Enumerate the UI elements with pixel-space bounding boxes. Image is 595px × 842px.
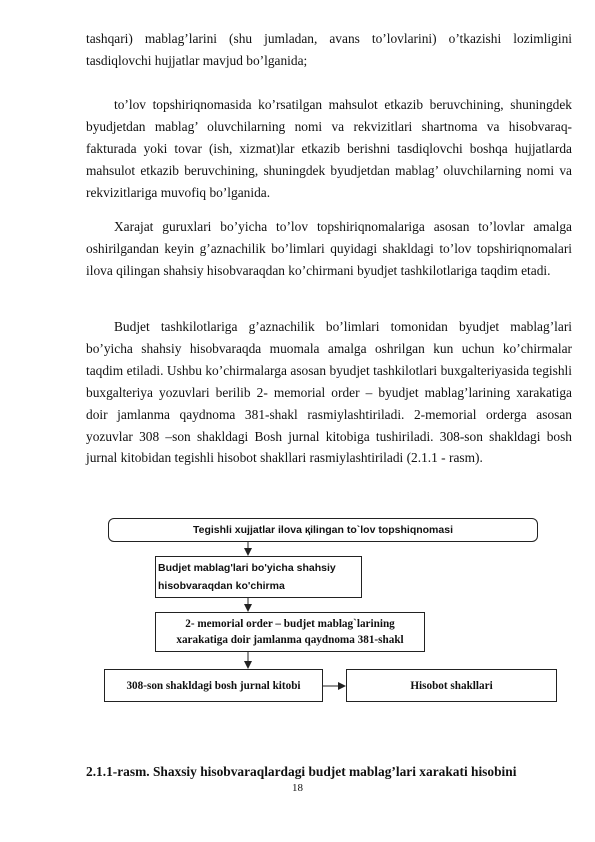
- diagram-statement-line2: hisobvaraqdan ko'chirma: [158, 580, 285, 592]
- diagram-memorial-line1: 2- memorial order – budjet mablag`larining: [185, 618, 395, 630]
- paragraph-3: Xarajat guruxlari bo’yicha to’lov topshiriqnomalariga asosan to’lovlar amalga oshirilgandan keyin g’aznachilik bo’limlari quyidagi shakldagi to’lov topshiriqnomalari ilova qilingan shahsiy hisobvaraqdan ko’chirmani byudjet tashkilotlariga taqdim etadi.: [86, 219, 572, 278]
- diagram-top-box-label: Tegishli xujjatlar ilova қilingan to`lov topshiqnomasi: [192, 524, 453, 536]
- paragraph-1: tashqari) mablag’larini (shu jumladan, avans to’lovlarini) o’tkazishi lozimligini tasdiqlovchi hujjatlar mavjud bo’lganida;: [86, 31, 572, 68]
- diagram-journal-label: 308-son shakldagi bosh jurnal kitobi: [126, 679, 301, 692]
- diagram-report-label: Hisobot shakllari: [410, 679, 493, 692]
- diagram-statement-line1: Budjet mablag'lari bo'yicha shahsiy: [158, 562, 336, 574]
- figure-caption: 2.1.1-rasm. Shaxsiy hisobvaraqlardagi budjet mablag’lari xarakati hisobini: [86, 764, 517, 779]
- paragraph-4: Budjet tashkilotlariga g’aznachilik bo’limlari tomonidan byudjet mablag’lari bo’yicha shahsiy hisobvaraqda muomala amalga oshrilgan kun uchun ko’chirmalar taqdim etiladi. Ushbu ko’chirmalarga asosan byudjet tashkilotlari buxgalteriyasida tegishli buxgalteriya yozuvlari berilib 2- memorial order – byudjet mablag’larining xarakatiga doir jamlanma qaydnoma 381-shakl rasmiylashtiriladi. 2-memorial orderga asosan yozuvlar 308 –son shakldagi Bosh jurnal kitobiga tushiriladi. 308-son shakldagi bosh jurnal kitobidan tegishli hisobot shakllari rasmiylashtiriladi (2.1.1 - rasm).: [86, 319, 572, 466]
- diagram-memorial-line2: xarakatiga doir jamlanma qaydnoma 381-shakl: [176, 634, 404, 646]
- page-number: 18: [292, 782, 303, 794]
- paragraph-2: to’lov topshiriqnomasida ko’rsatilgan mahsulot etkazib beruvchining, shuningdek byudjetdan mablag’ oluvchilarning nomi va rekvizitlari shartnoma va hisobvaraq-fakturada yoki tovar (ish, xizmat)lar etkazib berishni tasdiqlovchi boshqa hujjatlarda mahsulot etkazib beruvchining, shuningdek byudjetdan mablag’ oluvchilarning nomi va rekvizitlariga muvofiq bo’lganida.: [86, 97, 572, 200]
